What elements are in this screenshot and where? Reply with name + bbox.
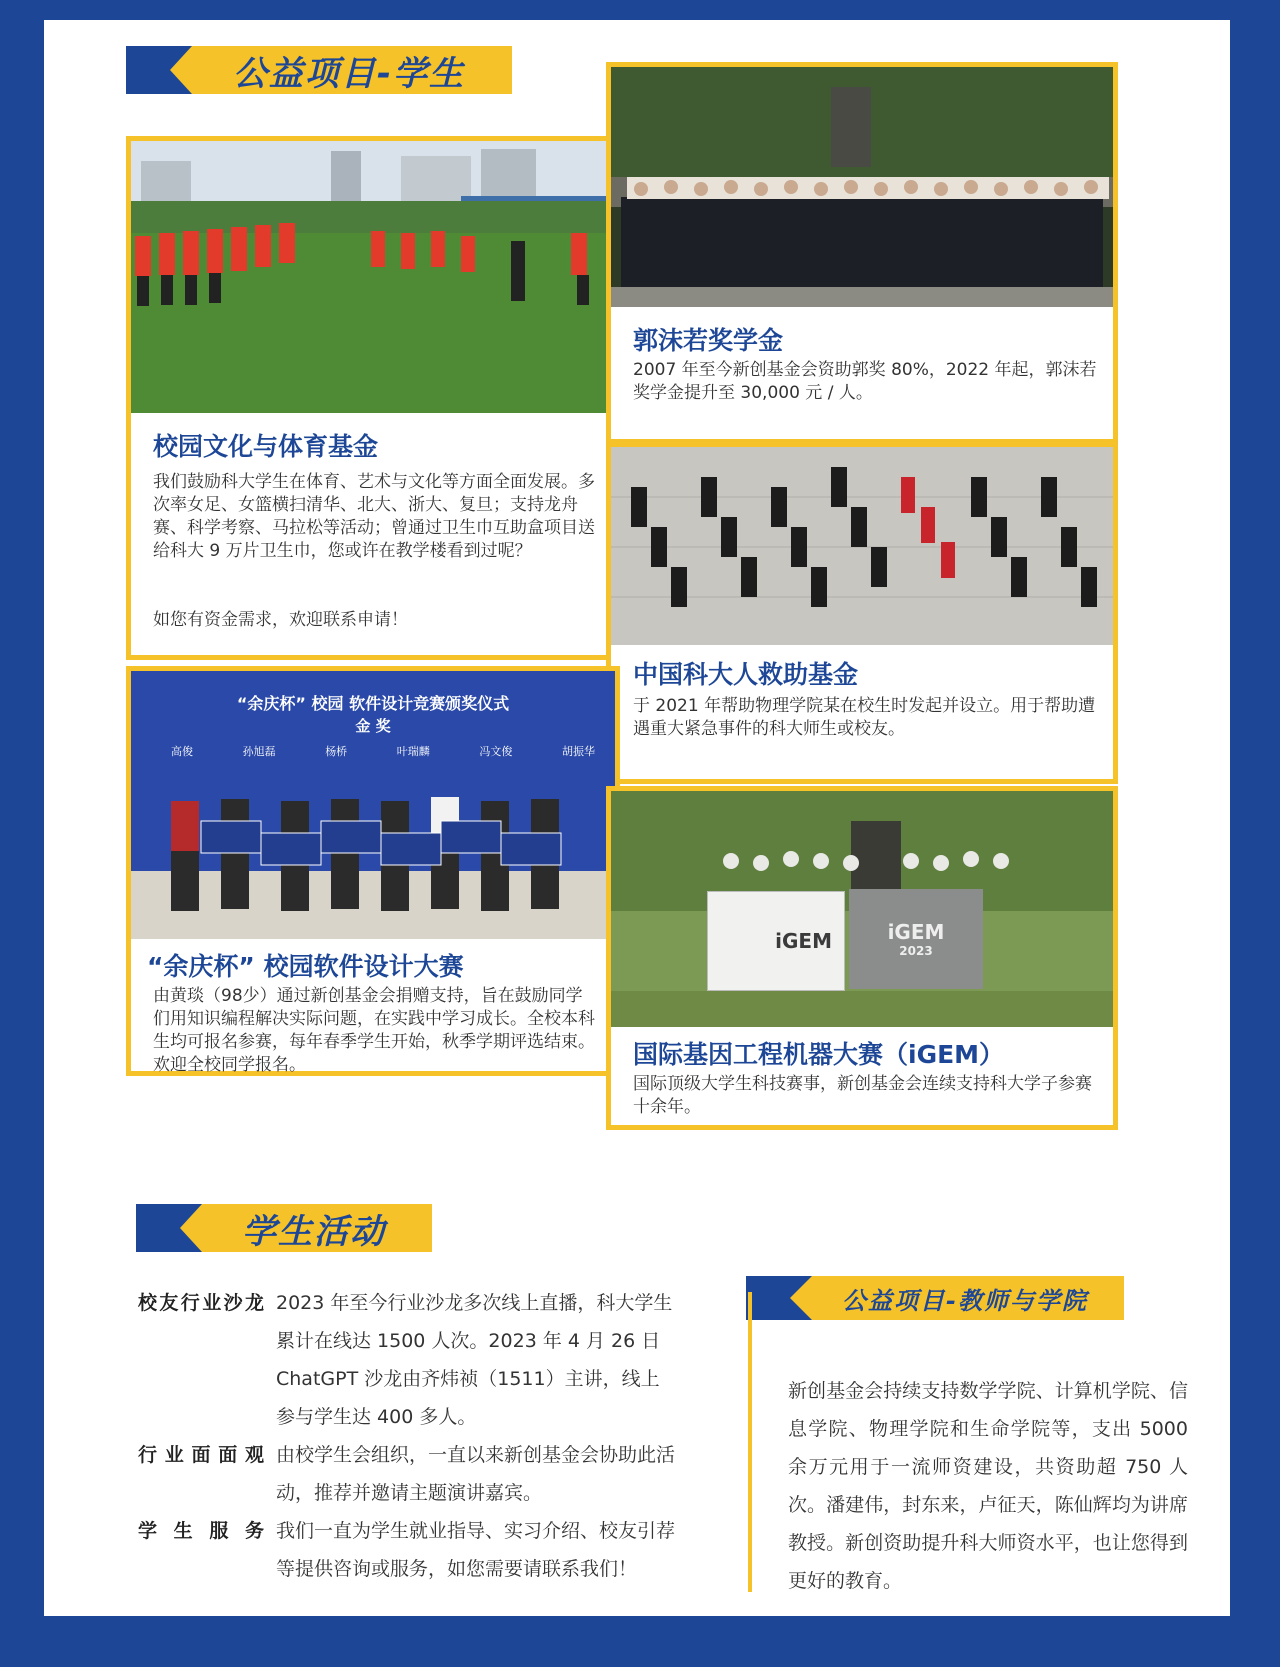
- section-title: 公益项目-教师与学院: [842, 1286, 1088, 1315]
- section-title: 公益项目-学生: [232, 53, 466, 94]
- card-title: 郭沫若奖学金: [633, 326, 784, 355]
- activity-text: 我们一直为学生就业指导、实习介绍、校友引荐等提供咨询或服务，如您需要请联系我们！: [276, 1520, 676, 1580]
- flag-igem-gray: iGEM 2023: [849, 889, 983, 989]
- winner-name: 杨桥: [325, 745, 348, 758]
- card-rescue-fund: [606, 442, 1118, 784]
- activity-row: [138, 1512, 678, 1592]
- winner-name: 冯文俊: [479, 745, 513, 758]
- section-banner-teachers: [746, 1276, 1124, 1320]
- section-divider: [748, 1292, 752, 1592]
- photo-students-formation: [611, 447, 1113, 645]
- photo-soccer-team: [131, 141, 615, 413]
- card-body-note: 如您有资金需求，欢迎联系申请！: [153, 610, 408, 630]
- winner-name: 胡振华: [561, 745, 595, 758]
- winner-name: 孙旭磊: [242, 745, 276, 758]
- card-title: 国际基因工程机器大赛（iGEM）: [633, 1040, 1005, 1069]
- card-igem: [606, 786, 1118, 1130]
- card-title: 校园文化与体育基金: [153, 432, 379, 461]
- card-software-contest: [126, 666, 620, 1076]
- card-body: 于 2021 年帮助物理学院某在校生时发起并设立。用于帮助遭遇重大紧急事件的科大师生或校友。: [633, 696, 1096, 739]
- winner-name: 高俊: [171, 745, 193, 758]
- activity-row: [138, 1436, 678, 1516]
- ceremony-screen-title: “余庆杯” 校园 软件设计竞赛颁奖仪式: [236, 694, 510, 713]
- activity-label: 校友行业沙龙: [138, 1292, 264, 1314]
- activity-row: [138, 1284, 678, 1438]
- section-banner-activities: [136, 1204, 432, 1252]
- teachers-description: 新创基金会持续支持数学学院、计算机学院、信息学院、物理学院和生命学院等，支出 5000 余万元用于一流师资建设，共资助超 750 人次。潘建伟，封东来，卢征天，陈仙辉均为讲席教授。新创资助提升科大师资水平，也让您得到更好的教育。: [788, 1380, 1188, 1592]
- card-body: 2007 年至今新创基金会资助郭奖 80%，2022 年起，郭沫若奖学金提升至 30,000 元 / 人。: [633, 360, 1097, 403]
- card-body: 由黄琰（98少）通过新创基金会捐赠支持，旨在鼓励同学们用知识编程解决实际问题，在实践中学习成长。全校本科生均可报名参赛，每年春季学生开始，秋季学期评选结束。欢迎全校同学报名。: [153, 986, 595, 1075]
- photo-award-ceremony: [131, 671, 615, 939]
- ceremony-screen-subtitle: 金 奖: [355, 717, 391, 735]
- activity-label: 学生服务: [138, 1520, 264, 1542]
- card-title: 中国科大人救助基金: [633, 660, 859, 689]
- activity-text: 2023 年至今行业沙龙多次线上直播，科大学生累计在线达 1500 人次。2023 年 4 月 26 日 ChatGPT 沙龙由齐炜祯（1511）主讲，线上参与学生达 400 多人。: [276, 1292, 673, 1428]
- flag-igem-white: iGEM: [707, 891, 845, 991]
- activity-text: 由校学生会组织，一直以来新创基金会协助此活动，推荐并邀请主题演讲嘉宾。: [276, 1444, 676, 1504]
- section-banner-students: [126, 46, 512, 94]
- card-title: “余庆杯” 校园软件设计大赛: [147, 952, 464, 981]
- card-body: 国际顶级大学生科技赛事，新创基金会连续支持科大学子参赛十余年。: [633, 1074, 1092, 1117]
- card-campus-culture: [126, 136, 620, 660]
- card-body: 我们鼓励科大学生在体育、艺术与文化等方面全面发展。多次率女足、女篮横扫清华、北大、浙大、复旦；支持龙舟赛、科学考察、马拉松等活动；曾通过卫生巾互助盒项目送给科大 9 万片卫生巾，您或许在教学楼看到过呢？: [153, 472, 595, 561]
- winner-name: 叶瑞麟: [396, 745, 430, 758]
- card-guo-scholarship: [606, 62, 1118, 444]
- photo-igem-team: [611, 791, 1113, 1027]
- section-title: 学生活动: [242, 1211, 386, 1252]
- activity-label: 行业面面观: [138, 1444, 264, 1466]
- photo-group-statue: [611, 67, 1113, 307]
